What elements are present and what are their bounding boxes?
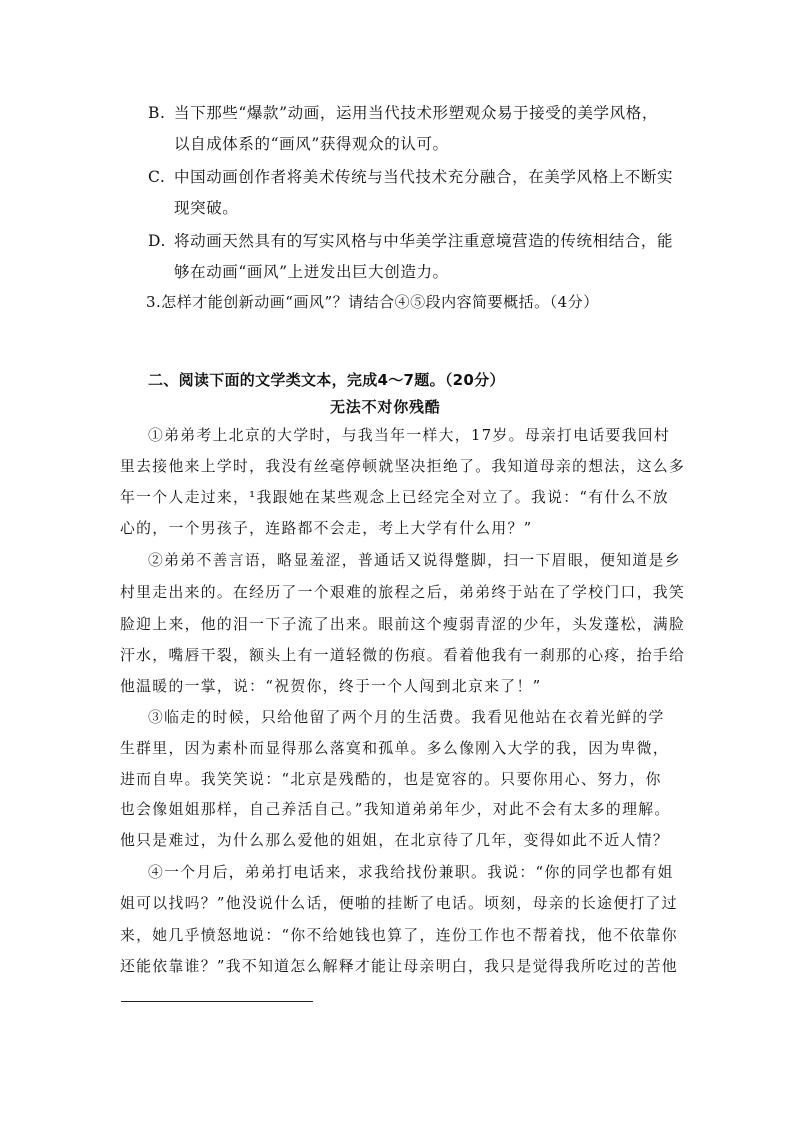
passage-line: 年一个人走过来，¹我跟她在某些观念上已经完全对立了。我说：“有什么不放 xyxy=(120,489,670,506)
passage-line: 他只是难过，为什么那么爱他的姐姐，在北京待了几年，变得如此不近人情？ xyxy=(120,832,669,849)
option-b-text-1: 当下那些“爆款”动画，运用当代技术形塑观众易于接受的美学风格， xyxy=(174,104,658,122)
passage-line: 生群里，因为素朴而显得那么落寞和孤单。多么像刚入大学的我，因为卑微， xyxy=(120,740,669,757)
passage-line: 村里走出来的。在经历了一个艰难的旅程之后，弟弟终于站在了学校门口，我笑 xyxy=(120,584,686,601)
option-c-line-1 xyxy=(148,165,673,187)
option-d-line-1 xyxy=(148,229,673,251)
passage-line: 还能依靠谁？”我不知道怎么解释才能让母亲明白，我只是觉得我所吃过的苦他 xyxy=(120,958,678,975)
passage-line: ③临走的时候，只给他留了两个月的生活费。我看见他站在衣着光鲜的学 xyxy=(148,709,665,726)
option-c-line-2: 现突破。 xyxy=(174,199,239,217)
passage-line: 脸迎上来，他的泪一下子流了出来。眼前这个瘦弱青涩的少年，头发蓬松，满脸 xyxy=(120,616,686,633)
section-heading: 二、阅读下面的文学类文本，完成4～7题。（20分） xyxy=(148,371,505,389)
option-d-line-2: 够在动画“画风”上迸发出巨大创造力。 xyxy=(174,263,449,281)
passage-line: ①弟弟考上北京的大学时，与我当年一样大，17岁。母亲打电话要我回村 xyxy=(148,427,671,444)
passage-line: 来，她几乎愤怒地说：“你不给她钱也算了，连份工作也不帮着找，他不依靠你 xyxy=(120,927,678,944)
option-d-text-1: 将动画天然具有的写实风格与中华美学注重意境营造的传统相结合，能 xyxy=(174,232,674,250)
passage-title: 无法不对你残酷 xyxy=(330,398,441,416)
option-c-text-1: 中国动画创作者将美术传统与当代技术充分融合，在美学风格上不断实 xyxy=(174,168,674,186)
question-3: 3.怎样才能创新动画“画风”？请结合④⑤段内容简要概括。（4分） xyxy=(146,293,599,311)
passage-line: 姐可以找吗？”他没说什么话，便啪的挂断了电话。顷刻，母亲的长途便打了过 xyxy=(120,895,678,912)
passage-line: 心的，一个男孩子，连路都不会走，考上大学有什么用？” xyxy=(120,520,533,537)
option-b-mark: B. xyxy=(148,104,166,122)
option-d-mark: D. xyxy=(148,232,167,250)
passage-line: 也会像姐姐那样，自己养活自己。”我知道弟弟年少，对此不会有太多的理解。 xyxy=(120,801,671,818)
option-b-line-1 xyxy=(148,101,658,123)
footnote-divider xyxy=(121,1001,313,1002)
passage-line: 他温暖的一掌，说：“祝贺你，终于一个人闯到北京来了！” xyxy=(120,678,542,695)
passage-line: ②弟弟不善言语，略显羞涩，普通话又说得蹩脚，扫一下眉眼，便知道是乡 xyxy=(148,552,681,569)
passage-line: ④一个月后，弟弟打电话来，求我给找份兼职。我说：“你的同学也都有姐 xyxy=(148,864,674,881)
option-b-line-2: 以自成体系的“画风”获得观众的认可。 xyxy=(174,135,449,153)
passage-line: 进而自卑。我笑笑说：“北京是残酷的，也是宽容的。只要你用心、努力，你 xyxy=(120,771,662,788)
passage-line: 里去接他来上学时，我没有丝毫停顿就坚决拒绝了。我知道母亲的想法，这么多 xyxy=(120,458,686,475)
passage-line: 汗水，嘴唇干裂，额头上有一道轻微的伤痕。看着他我有一刹那的心疼，抬手给 xyxy=(120,647,686,664)
option-c-mark: C. xyxy=(148,168,166,186)
